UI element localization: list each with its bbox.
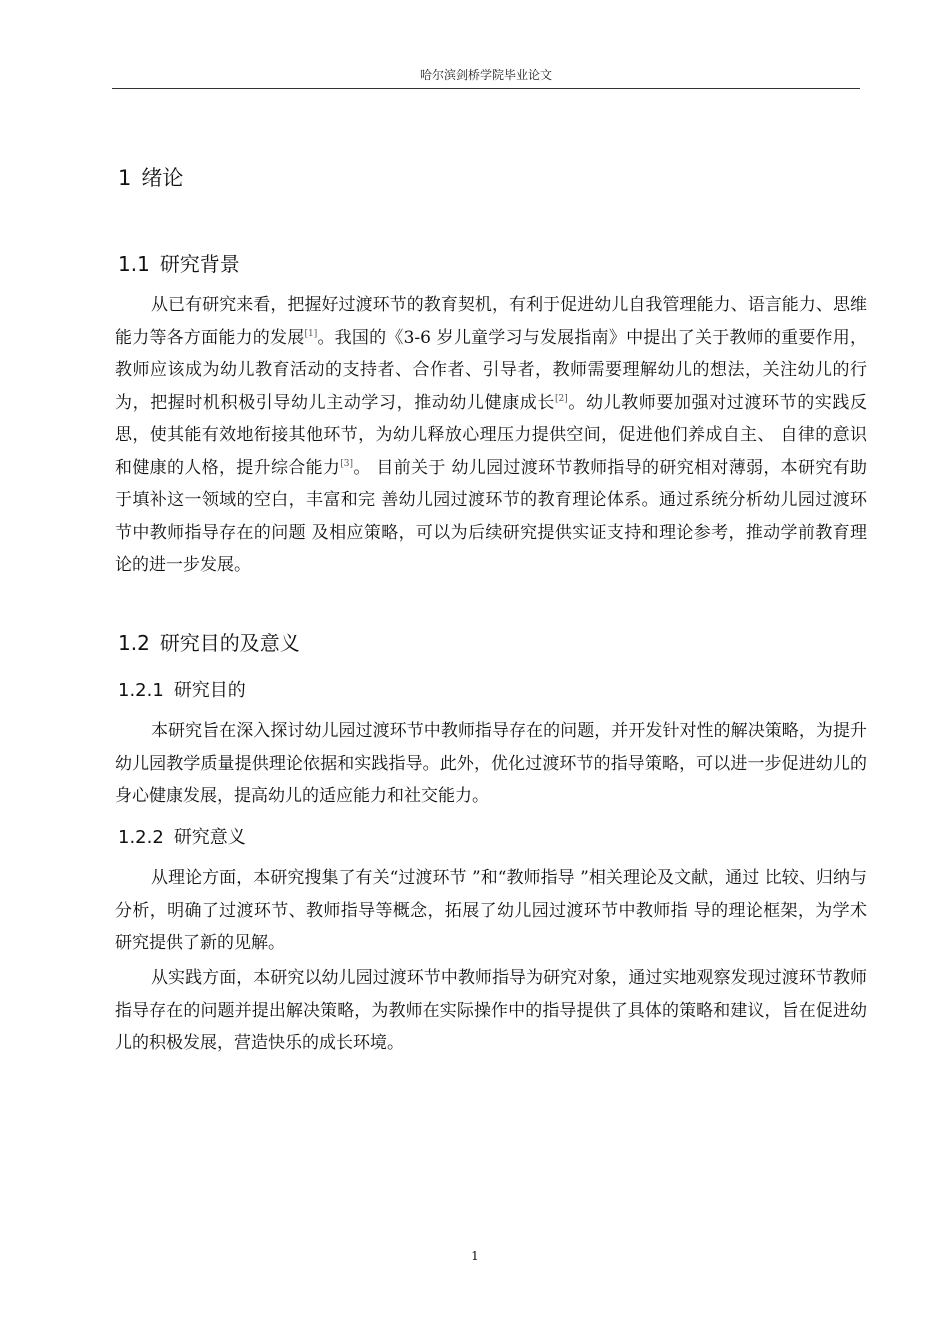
- subsection-heading-significance: [118, 823, 246, 849]
- section-heading-background: [118, 248, 240, 277]
- chapter-number: 1: [118, 166, 132, 190]
- header-divider: [112, 88, 860, 89]
- subsection-number: 1.2.2: [118, 827, 164, 848]
- background-text-1: 从已有研究来看，把握好过渡环节的教育契机，有利于促进幼儿自我管理能力、语言能力、思维能力等各方面能力的发展: [115, 295, 867, 348]
- chapter-heading: [118, 162, 183, 192]
- background-text-2: 。我国的《3-6 岁儿童学习与发展指南》中提出了关于教师的重要作用，教师应该成为幼儿教育活动的支持者、合作者、引导者，教师需要理解幼儿的想法，关注幼儿的行为，把握时机积极引导幼儿主动学习，推动幼儿健康成长: [115, 327, 868, 413]
- significance-paragraph-practice: 从实践方面，本研究以幼儿园过渡环节中教师指导为研究对象，通过实地观察发现过渡环节教师指导存在的问题并提出解决策略，为教师在实际操作中的指导提供了具体的策略和建议，旨在促进幼儿的积极发展，营造快乐的成长环境。: [115, 968, 867, 1053]
- subsection-heading-aim: [118, 676, 246, 702]
- subsection-title: 研究意义: [173, 827, 246, 848]
- chapter-title: 绪论: [141, 166, 184, 190]
- page-header-title: 哈尔滨剑桥学院毕业论文: [419, 68, 552, 82]
- citation-3: [3]: [340, 458, 354, 469]
- page-number: 1: [471, 1249, 479, 1263]
- section-number: 1.1: [118, 252, 150, 276]
- section-number: 1.2: [118, 631, 150, 655]
- significance-paragraph-theory: 从理论方面，本研究搜集了有关“过渡环节 ”和“教师指导 ”相关理论及文献，通过 比较、归纳与分析，明确了过渡环节、教师指导等概念，拓展了幼儿园过渡环节中教师指 导的理论框架，为学术研究提供了新的见解。: [115, 868, 867, 953]
- subsection-title: 研究目的: [173, 680, 246, 701]
- section-heading-purpose: [118, 627, 300, 656]
- subsection-number: 1.2.1: [118, 680, 164, 701]
- background-paragraph: [115, 289, 867, 582]
- citation-2: [2]: [555, 393, 568, 404]
- citation-1: [1]: [304, 328, 318, 339]
- section-title: 研究目的及意义: [159, 631, 300, 655]
- background-text-4: 。 目前关于 幼儿园过渡环节教师指导的研究相对薄弱，本研究有助于填补这一领域的空白，丰富和完 善幼儿园过渡环节的教育理论体系。通过系统分析幼儿园过渡环节中教师指导存在的问题 及相应策略，可以为后续研究提供实证支持和理论参考，推动学前教育理论的进一步发展。: [115, 457, 867, 575]
- aim-paragraph: 本研究旨在深入探讨幼儿园过渡环节中教师指导存在的问题，并开发针对性的解决策略，为提升幼儿园教学质量提供理论依据和实践指导。此外，优化过渡环节的指导策略，可以进一步促进幼儿的身心健康发展，提高幼儿的适应能力和社交能力。: [115, 721, 867, 806]
- section-title: 研究背景: [159, 252, 240, 276]
- background-text-3: 。幼儿教师要加强对过渡环节的实践反思，使其能有效地衔接其他环节，为幼儿释放心理压力提供空间，促进他们养成自主、 自律的意识和健康的人格，提升综合能力: [115, 392, 868, 478]
